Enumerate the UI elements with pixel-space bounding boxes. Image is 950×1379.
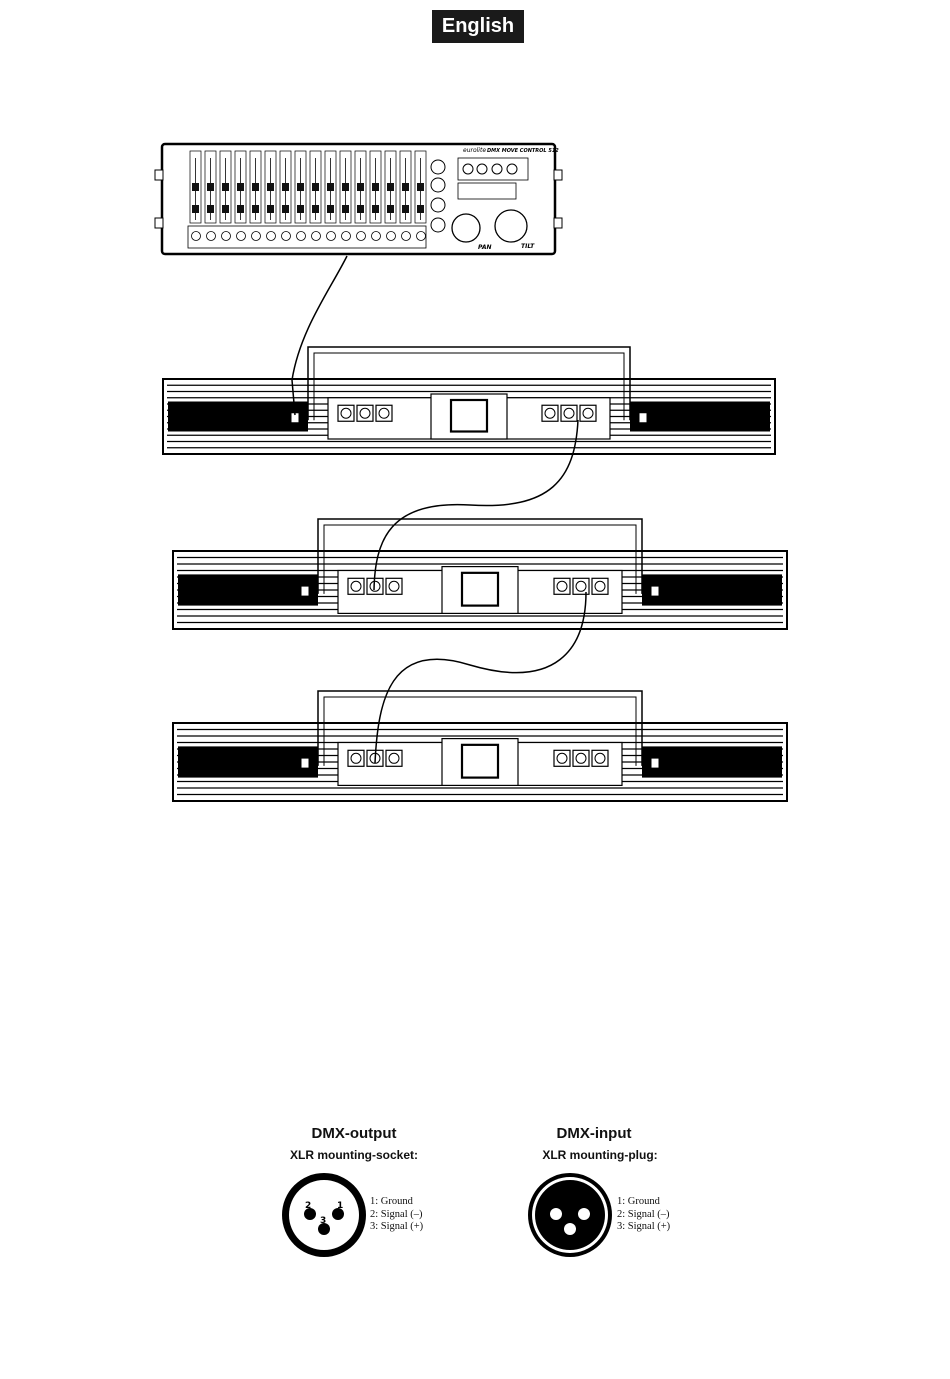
pin-3-label: 3: Signal (+) xyxy=(370,1221,424,1232)
dmx-output-title: DMX-output xyxy=(311,1125,397,1142)
xlr-plug-diagram xyxy=(528,1173,612,1257)
dmx-input-title: DMX-input xyxy=(556,1125,632,1142)
svg-text:3: 3 xyxy=(566,1216,573,1226)
dmx-input-pinout xyxy=(617,1196,670,1234)
dmx-controller xyxy=(155,144,562,254)
pin-1-label: 1: Ground xyxy=(617,1196,660,1207)
dmx-output-pinout xyxy=(370,1196,423,1234)
svg-text:1: 1 xyxy=(337,1201,344,1211)
xlr-socket-diagram xyxy=(282,1173,366,1257)
dmx-output-subtitle: XLR mounting-socket: xyxy=(290,1148,418,1162)
controller-brand: eurolite xyxy=(463,147,487,154)
dmx-input-subtitle: XLR mounting-plug: xyxy=(542,1148,658,1162)
svg-text:1: 1 xyxy=(551,1201,558,1211)
light-bar-2 xyxy=(173,519,787,629)
dmx-cables xyxy=(292,256,586,763)
pin-2-label: 2: Signal (–) xyxy=(617,1208,670,1220)
svg-text:3: 3 xyxy=(320,1216,327,1226)
pan-label: PAN xyxy=(478,244,492,251)
svg-text:2: 2 xyxy=(305,1201,312,1211)
tilt-label: TILT xyxy=(521,243,535,250)
svg-text:2: 2 xyxy=(582,1201,589,1211)
light-bar-1 xyxy=(163,347,775,454)
light-bar-3 xyxy=(173,691,787,801)
language-badge: English xyxy=(432,10,524,43)
pin-2-label: 2: Signal (–) xyxy=(370,1208,423,1220)
pin-3-label: 3: Signal (+) xyxy=(617,1221,671,1232)
controller-model: DMX MOVE CONTROL 512 xyxy=(487,148,559,154)
pin-1-label: 1: Ground xyxy=(370,1196,413,1207)
